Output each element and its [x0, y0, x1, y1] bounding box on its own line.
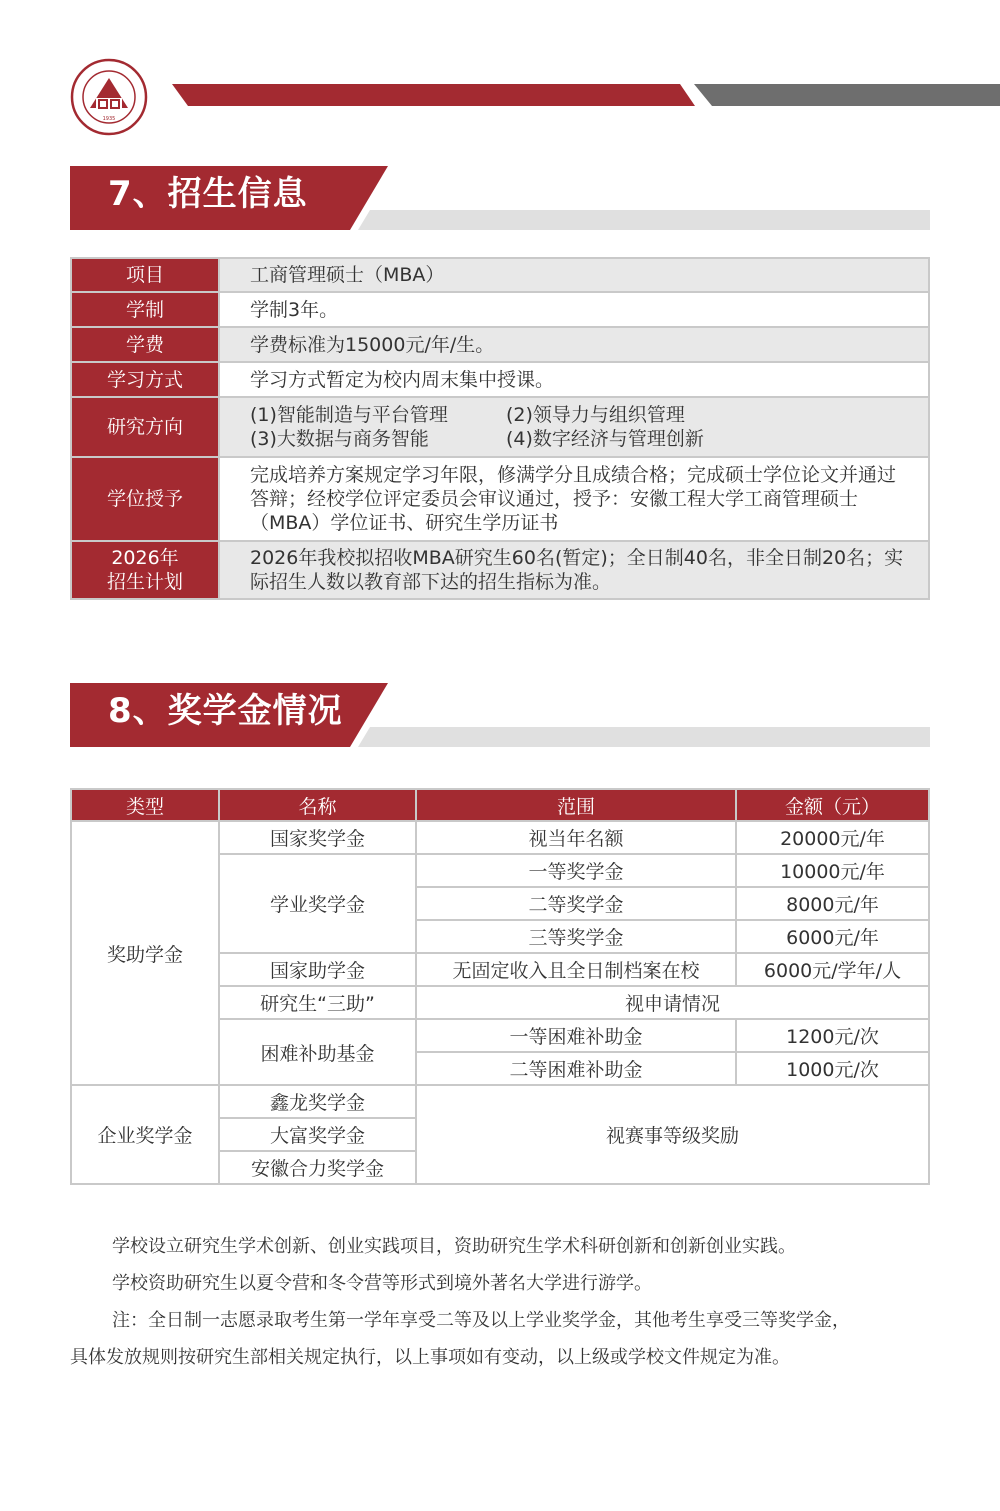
- notes-block: [70, 1228, 940, 1376]
- section-8-heading: [70, 683, 930, 747]
- table-row: [71, 821, 929, 854]
- row-value: 工商管理硕士（MBA）: [219, 258, 929, 292]
- amount-cell: 20000元/年: [736, 821, 929, 854]
- section-7-heading: [70, 166, 930, 230]
- table-row: [71, 1085, 929, 1118]
- row-value: 学费标准为15000元/年/生。: [219, 327, 929, 362]
- column-header: 范围: [416, 789, 736, 821]
- name-cell: 困难补助基金: [219, 1019, 416, 1085]
- range-cell: 无固定收入且全日制档案在校: [416, 953, 736, 986]
- category-cell: 企业奖学金: [71, 1085, 219, 1184]
- name-cell: 学业奖学金: [219, 854, 416, 953]
- range-cell: 一等困难补助金: [416, 1019, 736, 1052]
- row-value: 完成培养方案规定学习年限，修满学分且成绩合格；完成硕士学位论文并通过答辩；经校学位评定委员会审议通过，授予：安徽工程大学工商管理硕士（MBA）学位证书、研究生学历证书: [219, 457, 929, 541]
- column-header: 类型: [71, 789, 219, 821]
- table-row: [71, 258, 929, 292]
- row-key: 研究方向: [71, 397, 219, 457]
- row-value: 学制3年。: [219, 292, 929, 327]
- range-cell: 二等奖学金: [416, 887, 736, 920]
- research-directions: [219, 397, 929, 457]
- section-7-title: 7、招生信息: [108, 174, 308, 214]
- note-paragraph: 注：全日制一志愿录取考生第一学年享受二等及以上学业奖学金，其他考生享受三等奖学金，: [112, 1310, 850, 1331]
- range-cell: 视当年名额: [416, 821, 736, 854]
- table-row: [71, 362, 929, 397]
- row-key: 学制: [71, 292, 219, 327]
- direction-item: (1)智能制造与平台管理: [250, 404, 448, 426]
- amount-cell: 6000元/年: [736, 920, 929, 953]
- amount-cell: 1200元/次: [736, 1019, 929, 1052]
- admission-info-table: [70, 257, 930, 600]
- range-cell: 二等困难补助金: [416, 1052, 736, 1085]
- row-key: 学习方式: [71, 362, 219, 397]
- row-key-line: 2026年: [111, 547, 179, 569]
- direction-item: (4)数字经济与管理创新: [506, 428, 704, 450]
- table-row: [71, 541, 929, 599]
- name-cell: 安徽合力奖学金: [219, 1151, 416, 1184]
- row-key: 学费: [71, 327, 219, 362]
- note-paragraph: 具体发放规则按研究生部相关规定执行，以上事项如有变动，以上级或学校文件规定为准。: [70, 1347, 790, 1368]
- name-cell: 大富奖学金: [219, 1118, 416, 1151]
- amount-cell: 10000元/年: [736, 854, 929, 887]
- table-row: [71, 397, 929, 457]
- name-cell: 鑫龙奖学金: [219, 1085, 416, 1118]
- direction-item: (2)领导力与组织管理: [506, 404, 685, 426]
- amount-cell: 1000元/次: [736, 1052, 929, 1085]
- note-paragraph: 学校设立研究生学术创新、创业实践项目，资助研究生学术科研创新和创新创业实践。: [112, 1236, 796, 1257]
- amount-cell: 6000元/学年/人: [736, 953, 929, 986]
- column-header: 名称: [219, 789, 416, 821]
- logo-year: 1935: [102, 116, 116, 122]
- row-key: [71, 541, 219, 599]
- name-cell: 国家奖学金: [219, 821, 416, 854]
- table-row: [71, 327, 929, 362]
- university-logo: [70, 58, 148, 136]
- column-header: 金额（元）: [736, 789, 929, 821]
- scholarship-table: [70, 788, 930, 1185]
- range-cell: 一等奖学金: [416, 854, 736, 887]
- section-8-title: 8、奖学金情况: [108, 691, 343, 731]
- direction-item: (3)大数据与商务智能: [250, 428, 429, 450]
- name-cell: 研究生“三助”: [219, 986, 416, 1019]
- row-key: 学位授予: [71, 457, 219, 541]
- row-value: 2026年我校拟招收MBA研究生60名(暂定)；全日制40名，非全日制20名；实际招生人数以教育部下达的招生指标为准。: [219, 541, 929, 599]
- row-value: 学习方式暂定为校内周末集中授课。: [219, 362, 929, 397]
- row-key: 项目: [71, 258, 219, 292]
- range-cell: 三等奖学金: [416, 920, 736, 953]
- table-row: [71, 292, 929, 327]
- category-cell: 奖助学金: [71, 821, 219, 1085]
- range-cell: 视申请情况: [416, 986, 929, 1019]
- header-band: [0, 0, 1000, 140]
- table-row: [71, 457, 929, 541]
- table-header-row: [71, 789, 929, 821]
- name-cell: 国家助学金: [219, 953, 416, 986]
- range-cell: 视赛事等级奖励: [416, 1085, 929, 1184]
- amount-cell: 8000元/年: [736, 887, 929, 920]
- row-key-line: 招生计划: [106, 571, 183, 593]
- note-paragraph: 学校资助研究生以夏令营和冬令营等形式到境外著名大学进行游学。: [112, 1273, 652, 1294]
